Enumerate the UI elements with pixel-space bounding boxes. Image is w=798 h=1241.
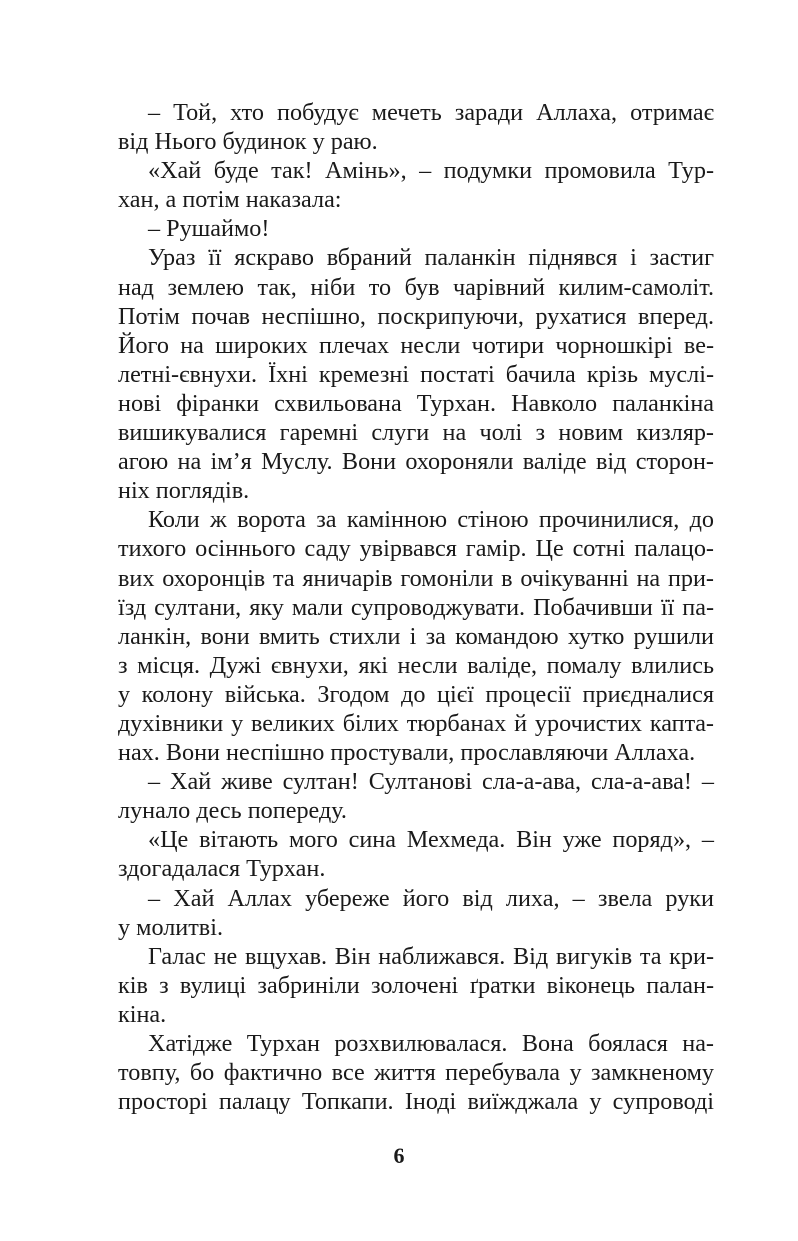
text-line: нах. Вони неспішно простували, прославляючи Аллаха. xyxy=(118,739,696,767)
text-line: над землею так, ніби то був чарівний килим-самоліт. xyxy=(118,273,714,301)
text-line: – Той, хто побудує мечеть заради Аллаха, отримає xyxy=(148,99,714,126)
text-line: кіна. xyxy=(118,1000,167,1028)
text-line: Його на широких плечах несли чотири чорношкірі ве- xyxy=(118,331,714,359)
text-line: – Рушаймо! xyxy=(148,215,270,243)
text-line: від Нього будинок у раю. xyxy=(118,128,378,156)
text-line: – Хай живе султан! Султанові сла-а-ава, сла-а-ава! – xyxy=(148,768,714,796)
text-line: Коли ж ворота за камінною стіною прочинилися, до xyxy=(148,506,714,534)
page-body-text xyxy=(118,98,714,1116)
text-line: товпу, бо фактично все життя перебувала у замкненому xyxy=(118,1059,714,1087)
text-line: лунало десь попереду. xyxy=(118,797,347,825)
text-line: хан, а потім наказала: xyxy=(118,186,342,214)
text-line: Потім почав неспішно, поскрипуючи, рухатися вперед. xyxy=(118,302,714,330)
text-line: – Хай Аллах убереже його від лиха, – звела руки xyxy=(148,884,714,912)
text-line: з місця. Дужі євнухи, які несли валіде, помалу влились xyxy=(118,651,714,679)
text-line: нові фіранки схвильована Турхан. Навколо паланкіна xyxy=(118,389,714,417)
text-line: духівники у великих білих тюрбанах й урочистих каптa- xyxy=(118,709,714,737)
text-line: Хатідже Турхан розхвилювалася. Вона боялася на- xyxy=(148,1030,714,1057)
text-line: тихого осіннього саду увірвався гамір. Це сотні палацо- xyxy=(118,535,714,563)
text-line: вишикувалися гаремні слуги на чолі з новим кизляр- xyxy=(118,419,714,447)
text-line: їзд султани, яку мали супроводжувати. Побачивши її па- xyxy=(118,593,714,621)
text-line: ків з вулиці забриніли золочені ґратки віконець палан- xyxy=(118,971,714,999)
text-line: у молитві. xyxy=(118,913,223,941)
page-number: 6 xyxy=(393,1143,405,1168)
text-line: у колону війська. Згодом до цієї процесії приєдналися xyxy=(118,680,714,708)
text-line: вих охоронців та яничарів гомоніли в очікуванні на при- xyxy=(118,564,714,592)
text-line: здогадалася Турхан. xyxy=(118,855,326,883)
text-line: Ураз її яскраво вбраний паланкін піднявся і застиг xyxy=(148,244,714,272)
text-line: агою на ім’я Муслу. Вони охороняли валіде від сторон- xyxy=(118,448,714,476)
text-line: Галас не вщухав. Він наближався. Від вигуків та кри- xyxy=(148,942,714,970)
text-line: ніх поглядів. xyxy=(118,477,250,505)
text-line: «Хай буде так! Амінь», – подумки промовила Тур- xyxy=(148,157,714,185)
text-line: ланкін, вони вмить стихли і за командою хутко рушили xyxy=(118,622,714,650)
text-line: летні-євнухи. Їхні кремезні постаті бачила крізь муслі- xyxy=(118,360,714,388)
text-line: просторі палацу Топкапи. Іноді виїжджала у супроводі xyxy=(118,1088,714,1116)
text-line: «Це вітають мого сина Мехмеда. Він уже поряд», – xyxy=(148,826,714,854)
